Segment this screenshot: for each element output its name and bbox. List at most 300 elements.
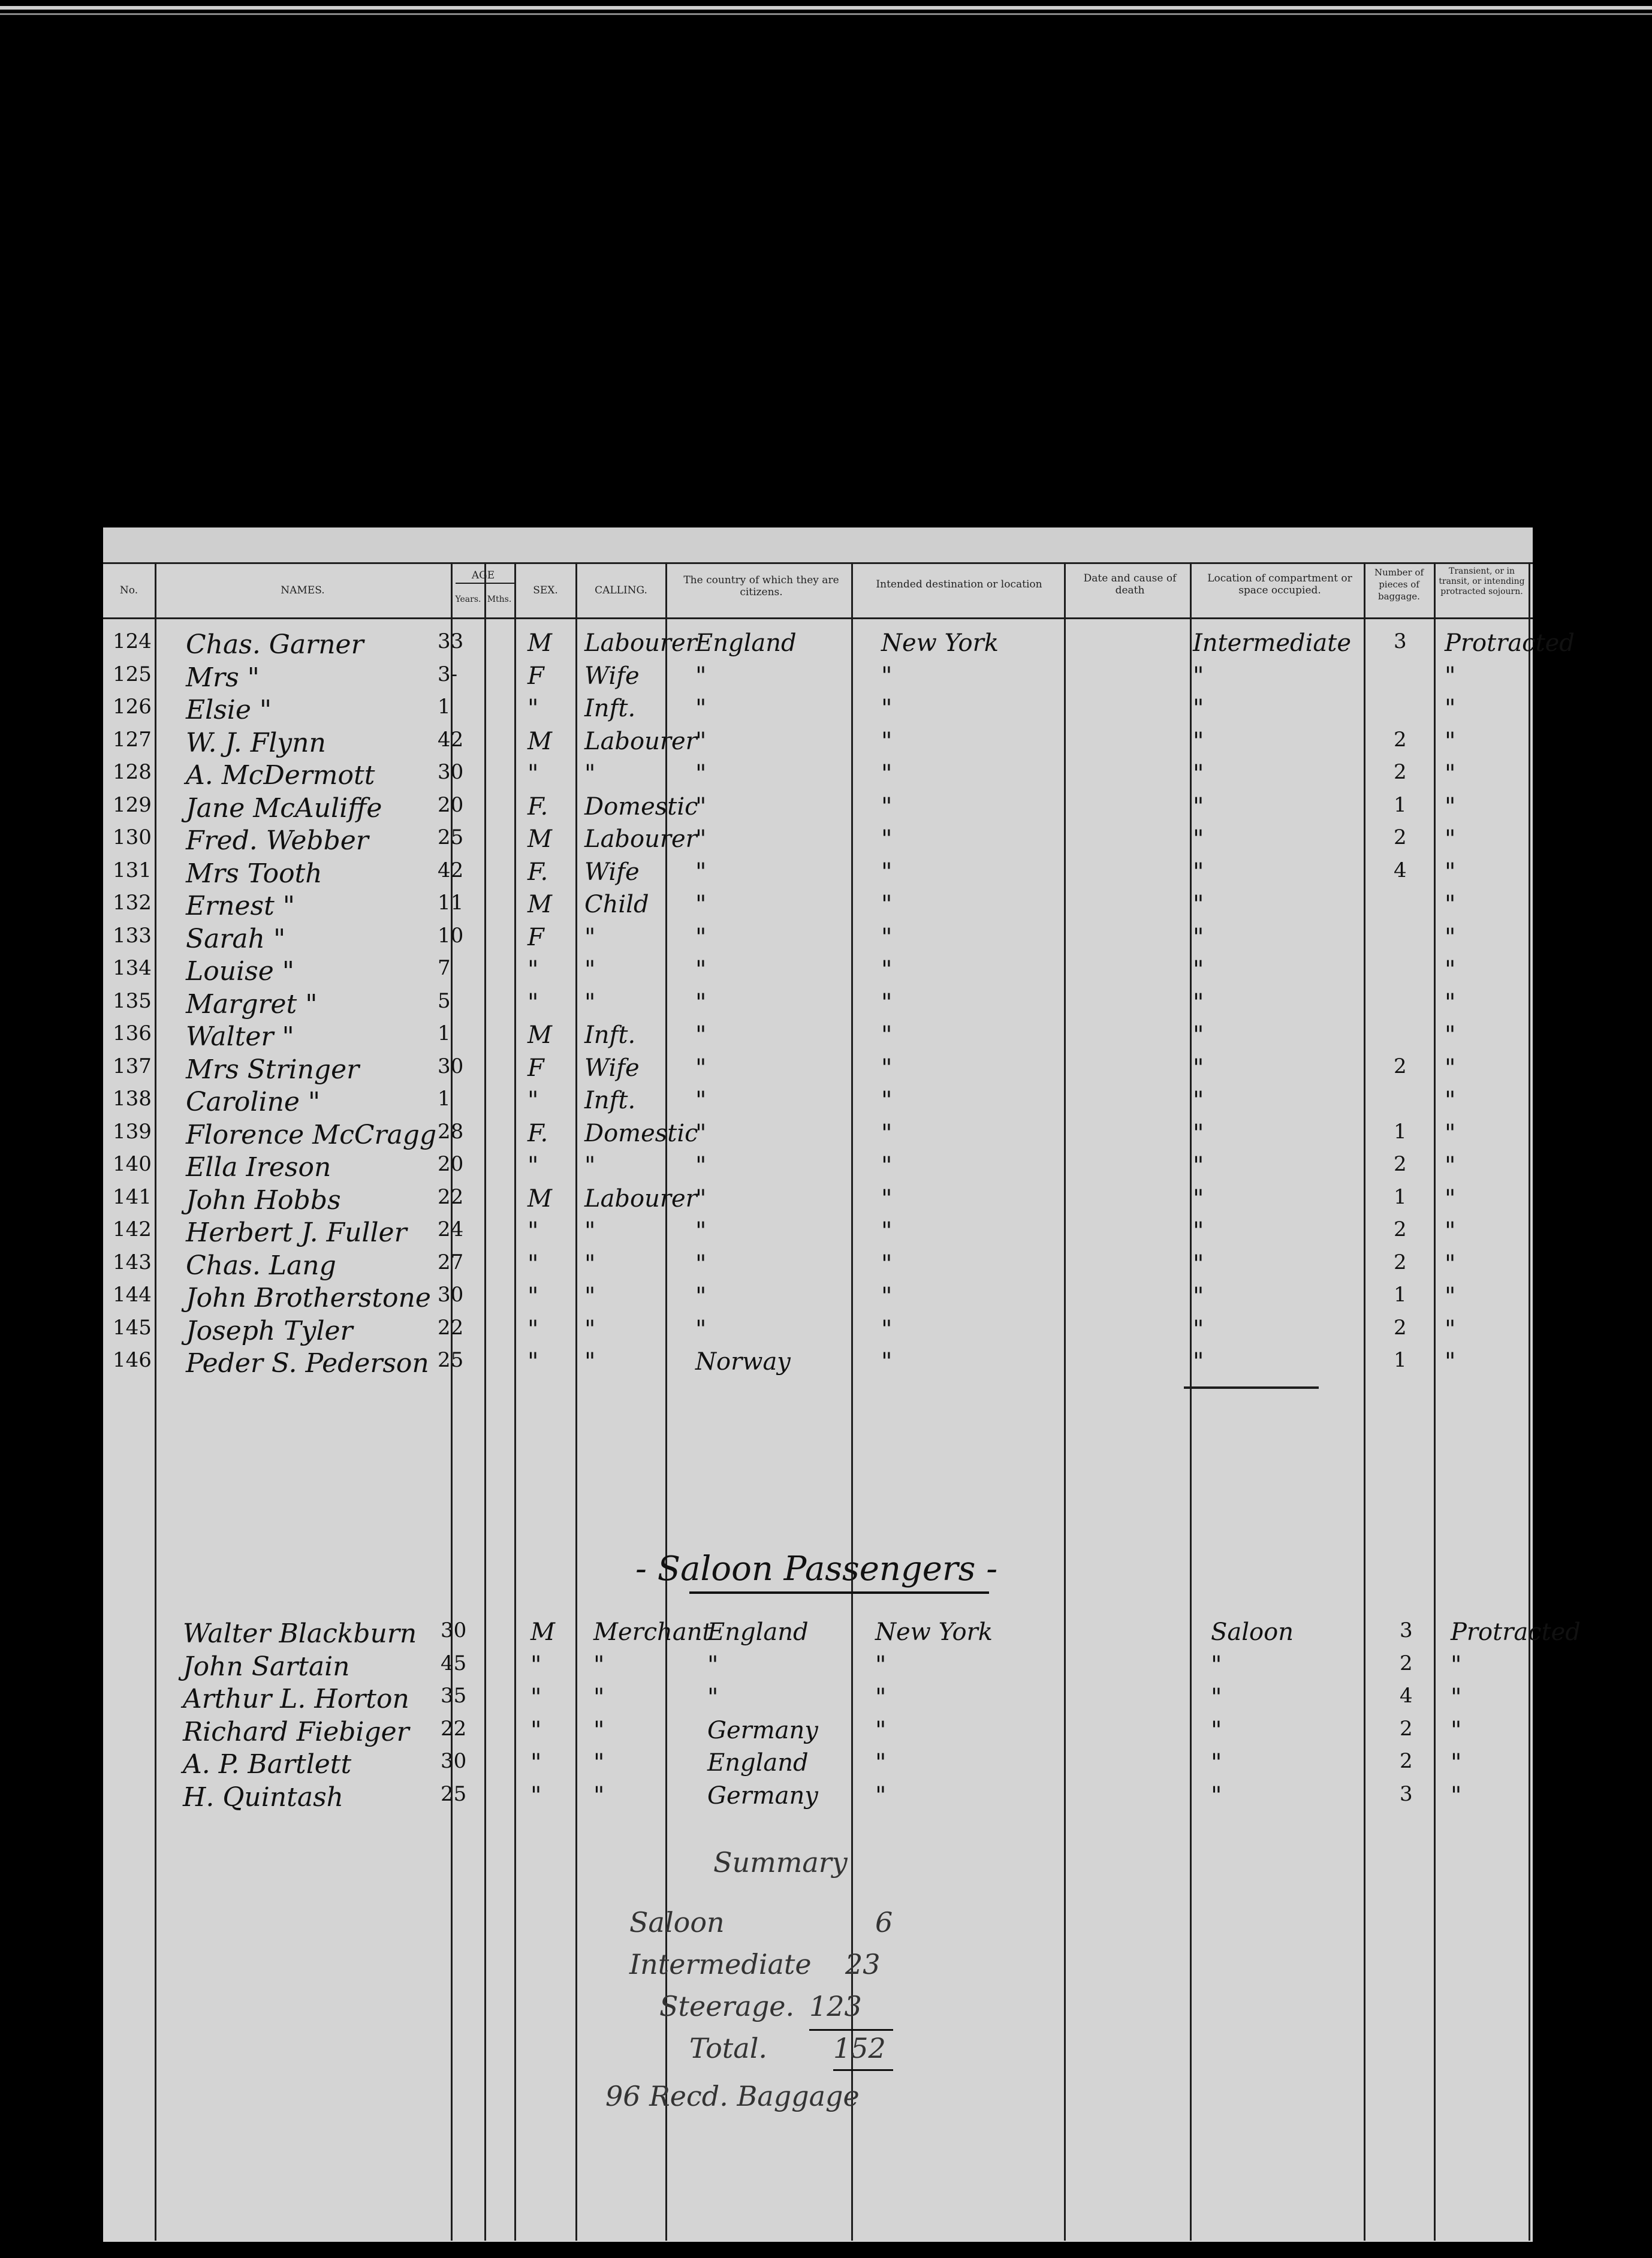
saloon-cell-country: Germany [707, 1716, 818, 1744]
cell-transient: " [1445, 1152, 1456, 1180]
cell-no: 145 [113, 1315, 152, 1340]
saloon-cell-sex: " [530, 1684, 542, 1711]
saloon-cell-dest: " [875, 1716, 887, 1744]
cell-transient: " [1445, 1021, 1456, 1049]
saloon-cell-baggage: 2 [1400, 1716, 1413, 1741]
cell-no: 130 [113, 825, 152, 849]
saloon-cell-name: Walter Blackburn [183, 1618, 417, 1649]
cell-country: " [695, 956, 707, 984]
cell-transient: " [1445, 988, 1456, 1017]
cell-sex: M [527, 891, 552, 918]
cell-name: W. J. Flynn [186, 727, 326, 758]
cell-compartment: " [1193, 695, 1204, 722]
cell-transient: " [1445, 760, 1456, 788]
saloon-cell-name: John Sartain [183, 1651, 350, 1682]
cell-compartment: " [1193, 1348, 1204, 1376]
cell-transient: " [1445, 956, 1456, 984]
rule-right [1529, 562, 1530, 2241]
summary-saloon-value: 6 [875, 1906, 893, 1939]
cell-no: 143 [113, 1250, 152, 1274]
cell-name: Mrs " [186, 662, 260, 693]
cell-sex: " [527, 956, 539, 984]
saloon-cell-age: 22 [441, 1716, 467, 1741]
cell-age: 24 [438, 1217, 464, 1241]
cell-age: 20 [438, 1152, 464, 1176]
cell-country: " [695, 1184, 707, 1213]
cell-transient: " [1445, 727, 1456, 755]
cell-name: John Hobbs [186, 1184, 341, 1216]
header-destination: Intended destination or location [876, 578, 1042, 590]
cell-age: 1 [438, 1087, 451, 1111]
cell-calling: " [584, 956, 596, 984]
saloon-cell-calling: " [593, 1684, 605, 1711]
cell-country: " [695, 1152, 707, 1180]
cell-age: 22 [438, 1315, 464, 1340]
cell-country: " [695, 1054, 707, 1082]
cell-sex: M [527, 727, 552, 755]
cell-compartment: " [1193, 988, 1204, 1017]
cell-calling: Inft. [584, 1087, 636, 1114]
saloon-cell-compartment: " [1211, 1781, 1222, 1810]
cell-no: 142 [113, 1217, 152, 1241]
cell-dest: " [881, 1054, 893, 1082]
cell-compartment: " [1193, 760, 1204, 788]
header-transient: Transient, or in transit, or intending protracted sojourn. [1439, 566, 1525, 596]
cell-baggage: 1 [1394, 1283, 1407, 1307]
cell-calling: Labourer [584, 727, 697, 755]
cell-transient: " [1445, 1054, 1456, 1082]
cell-no: 134 [113, 956, 152, 980]
cell-age: 33 [438, 629, 464, 653]
cell-dest: " [881, 923, 893, 951]
rule-destination [1064, 562, 1066, 2241]
header-no: No. [119, 584, 138, 596]
cell-name: Herbert J. Fuller [186, 1217, 407, 1248]
cell-calling: Wife [584, 858, 640, 886]
header-sex: SEX. [533, 584, 558, 596]
cell-dest: " [881, 956, 893, 984]
saloon-cell-dest: " [875, 1781, 887, 1810]
saloon-cell-sex: " [530, 1781, 542, 1810]
cell-dest: " [881, 760, 893, 788]
cell-compartment: " [1193, 956, 1204, 984]
cell-compartment: " [1193, 1250, 1204, 1278]
cell-sex: " [527, 988, 539, 1017]
cell-no: 139 [113, 1119, 152, 1144]
cell-sex: F [527, 1054, 544, 1082]
cell-dest: " [881, 1152, 893, 1180]
cell-country: " [695, 825, 707, 853]
cell-no: 131 [113, 858, 152, 882]
saloon-title-underline [689, 1591, 989, 1594]
cell-compartment: " [1193, 1087, 1204, 1114]
age-subrule [456, 583, 514, 584]
cell-compartment: " [1193, 792, 1204, 821]
saloon-cell-country: England [707, 1618, 809, 1646]
cell-no: 144 [113, 1283, 152, 1307]
rule-years [484, 562, 486, 2241]
cell-calling: " [584, 760, 596, 788]
cell-compartment: " [1193, 1054, 1204, 1082]
cell-dest: " [881, 1217, 893, 1245]
summary-baggage-note: 96 Recd. Baggage [605, 2080, 860, 2112]
saloon-cell-age: 35 [441, 1684, 467, 1708]
cell-country: " [695, 858, 707, 886]
cell-dest: New York [881, 629, 999, 657]
cell-calling: " [584, 988, 596, 1017]
saloon-cell-age: 25 [441, 1781, 467, 1806]
cell-no: 146 [113, 1348, 152, 1372]
cell-name: Fred. Webber [186, 825, 369, 856]
cell-dest: " [881, 1283, 893, 1310]
cell-dest: " [881, 1250, 893, 1278]
cell-no: 140 [113, 1152, 152, 1176]
saloon-cell-baggage: 2 [1400, 1651, 1413, 1675]
cell-age: 25 [438, 825, 464, 849]
cell-age: 7 [438, 956, 451, 980]
cell-baggage: 4 [1394, 858, 1407, 882]
cell-transient: " [1445, 662, 1456, 690]
cell-compartment: " [1193, 891, 1204, 918]
cell-calling: " [584, 1250, 596, 1278]
cell-sex: " [527, 1087, 539, 1114]
cell-sex: F. [527, 792, 548, 821]
saloon-cell-transient: " [1451, 1684, 1462, 1711]
summary-saloon-label: Saloon [629, 1906, 725, 1939]
cell-no: 132 [113, 891, 152, 915]
top-film-line-2 [0, 13, 1652, 15]
cell-dest: " [881, 1348, 893, 1376]
cell-transient: " [1445, 1119, 1456, 1147]
saloon-cell-baggage: 2 [1400, 1749, 1413, 1773]
cell-transient: " [1445, 1315, 1456, 1343]
cell-baggage: 1 [1394, 792, 1407, 817]
cell-country: " [695, 1283, 707, 1310]
cell-age: 28 [438, 1119, 464, 1144]
cell-transient: Protracted [1445, 629, 1575, 657]
cell-age: 5 [438, 988, 451, 1013]
cell-name: Chas. Lang [186, 1250, 336, 1281]
saloon-cell-transient: " [1451, 1749, 1462, 1777]
cell-country: " [695, 1087, 707, 1114]
cell-no: 125 [113, 662, 152, 686]
header-years: Years. [455, 595, 481, 604]
cell-age: 30 [438, 760, 464, 784]
saloon-cell-country: Germany [707, 1781, 818, 1810]
cell-sex: " [527, 695, 539, 722]
header-age: AGE [471, 569, 495, 581]
cell-compartment: " [1193, 1283, 1204, 1310]
cell-sex: M [527, 825, 552, 853]
cell-baggage: 2 [1394, 1054, 1407, 1078]
saloon-cell-transient: Protracted [1451, 1618, 1581, 1646]
row-146-rule [1184, 1386, 1319, 1389]
saloon-cell-baggage: 3 [1400, 1781, 1413, 1806]
saloon-cell-country: England [707, 1749, 809, 1777]
cell-baggage: 2 [1394, 760, 1407, 784]
cell-baggage: 2 [1394, 1217, 1407, 1241]
cell-name: Chas. Garner [186, 629, 364, 660]
cell-country: " [695, 727, 707, 755]
cell-no: 136 [113, 1021, 152, 1045]
cell-country: " [695, 1250, 707, 1278]
summary-total-underline [833, 2069, 893, 2071]
cell-calling: Domestic [584, 1119, 698, 1147]
cell-dest: " [881, 988, 893, 1017]
cell-sex: F [527, 662, 544, 690]
top-film-border [0, 0, 1652, 24]
cell-age: 20 [438, 792, 464, 817]
rule-mths [514, 562, 516, 2241]
cell-dest: " [881, 858, 893, 886]
cell-dest: " [881, 1119, 893, 1147]
saloon-cell-name: A. P. Bartlett [183, 1749, 352, 1780]
saloon-cell-compartment: Saloon [1211, 1618, 1294, 1646]
cell-country: " [695, 891, 707, 918]
cell-country: " [695, 1021, 707, 1049]
cell-sex: F. [527, 858, 548, 886]
cell-age: 1 [438, 1021, 451, 1045]
cell-sex: " [527, 1348, 539, 1376]
cell-country: England [695, 629, 797, 657]
cell-compartment: " [1193, 858, 1204, 886]
cell-no: 127 [113, 727, 152, 752]
header-underline [103, 617, 1533, 619]
cell-name: Louise " [186, 956, 294, 987]
header-calling: CALLING. [595, 584, 647, 596]
summary-intermediate-label: Intermediate [629, 1948, 812, 1980]
cell-sex: " [527, 1315, 539, 1343]
rule-no [155, 562, 156, 2241]
cell-transient: " [1445, 1250, 1456, 1278]
cell-transient: " [1445, 1087, 1456, 1114]
rule-baggage [1434, 562, 1436, 2241]
cell-dest: " [881, 825, 893, 853]
cell-transient: " [1445, 1348, 1456, 1376]
cell-dest: " [881, 891, 893, 918]
cell-no: 133 [113, 923, 152, 948]
cell-name: Florence McCragg [186, 1119, 437, 1150]
cell-transient: " [1445, 792, 1456, 821]
cell-calling: " [584, 1315, 596, 1343]
cell-calling: Labourer [584, 825, 697, 853]
cell-name: Walter " [186, 1021, 294, 1052]
summary-total-label: Total. [689, 2032, 768, 2064]
cell-calling: Inft. [584, 695, 636, 722]
saloon-cell-baggage: 4 [1400, 1684, 1413, 1708]
cell-sex: M [527, 629, 552, 657]
saloon-cell-sex: " [530, 1749, 542, 1777]
cell-compartment: " [1193, 662, 1204, 690]
summary-steerage-value: 123 [809, 1990, 862, 2022]
summary-heading: Summary [713, 1846, 848, 1879]
saloon-cell-calling: Merchant [593, 1618, 712, 1646]
cell-name: Margret " [186, 988, 318, 1020]
cell-name: Ella Ireson [186, 1152, 331, 1183]
cell-transient: " [1445, 1184, 1456, 1213]
cell-age: 30 [438, 1054, 464, 1078]
cell-name: John Brotherstone [186, 1283, 431, 1313]
cell-no: 141 [113, 1184, 152, 1209]
cell-transient: " [1445, 825, 1456, 853]
rule-compartment [1364, 562, 1365, 2241]
cell-compartment: " [1193, 825, 1204, 853]
saloon-cell-age: 30 [441, 1749, 467, 1773]
cell-country: Norway [695, 1348, 791, 1376]
saloon-cell-country: " [707, 1651, 719, 1679]
cell-country: " [695, 1315, 707, 1343]
cell-age: 3- [438, 662, 458, 686]
cell-baggage: 3 [1394, 629, 1407, 653]
cell-calling: " [584, 1283, 596, 1310]
cell-name: Peder S. Pederson [186, 1348, 429, 1379]
cell-compartment: Intermediate [1193, 629, 1352, 657]
cell-country: " [695, 695, 707, 722]
cell-age: 25 [438, 1348, 464, 1372]
header-baggage: Number of pieces of baggage. [1374, 567, 1424, 602]
cell-sex: F. [527, 1119, 548, 1147]
cell-no: 138 [113, 1087, 152, 1111]
cell-baggage: 1 [1394, 1119, 1407, 1144]
cell-sex: " [527, 1283, 539, 1310]
sheet-top-edge [103, 527, 1533, 564]
cell-name: Ernest " [186, 891, 296, 921]
header-death: Date and cause of death [1083, 572, 1177, 596]
header-mths: Mths. [487, 595, 512, 604]
cell-compartment: " [1193, 1217, 1204, 1245]
cell-age: 1 [438, 695, 451, 719]
top-film-line [0, 6, 1652, 10]
saloon-cell-calling: " [593, 1716, 605, 1744]
cell-name: A. McDermott [186, 760, 375, 791]
cell-baggage: 2 [1394, 1315, 1407, 1340]
cell-calling: Wife [584, 1054, 640, 1082]
cell-calling: " [584, 1348, 596, 1376]
cell-transient: " [1445, 1283, 1456, 1310]
cell-calling: Domestic [584, 792, 698, 821]
cell-baggage: 1 [1394, 1348, 1407, 1372]
cell-name: Mrs Stringer [186, 1054, 360, 1085]
cell-dest: " [881, 1021, 893, 1049]
header-names: NAMES. [281, 584, 325, 596]
cell-country: " [695, 1217, 707, 1245]
header-country: The country of which they are citizens. [683, 574, 839, 598]
header-compartment: Location of compartment or space occupied. [1207, 572, 1352, 596]
cell-country: " [695, 760, 707, 788]
cell-age: 22 [438, 1184, 464, 1209]
cell-no: 126 [113, 695, 152, 719]
cell-baggage: 1 [1394, 1184, 1407, 1209]
saloon-cell-dest: " [875, 1651, 887, 1679]
cell-age: 11 [438, 891, 464, 915]
saloon-cell-name: Arthur L. Horton [183, 1684, 409, 1714]
cell-baggage: 2 [1394, 825, 1407, 849]
cell-name: Mrs Tooth [186, 858, 322, 889]
cell-compartment: " [1193, 1152, 1204, 1180]
saloon-cell-compartment: " [1211, 1716, 1222, 1744]
rule-country [851, 562, 853, 2241]
cell-dest: " [881, 1087, 893, 1114]
summary-total-rule [809, 2029, 893, 2031]
saloon-title: - Saloon Passengers - [635, 1549, 998, 1588]
cell-name: Jane McAuliffe [186, 792, 382, 824]
cell-sex: M [527, 1184, 552, 1213]
cell-compartment: " [1193, 1021, 1204, 1049]
saloon-cell-sex: " [530, 1716, 542, 1744]
cell-transient: " [1445, 695, 1456, 722]
summary-total-value: 152 [833, 2032, 886, 2064]
cell-name: Sarah " [186, 923, 286, 954]
cell-no: 135 [113, 988, 152, 1013]
cell-no: 128 [113, 760, 152, 784]
cell-dest: " [881, 1184, 893, 1213]
cell-dest: " [881, 662, 893, 690]
saloon-cell-sex: M [530, 1618, 555, 1646]
cell-baggage: 2 [1394, 1250, 1407, 1274]
summary-intermediate-value: 23 [845, 1948, 881, 1980]
cell-calling: Child [584, 891, 649, 918]
saloon-cell-compartment: " [1211, 1684, 1222, 1711]
cell-name: Caroline " [186, 1087, 321, 1117]
cell-no: 124 [113, 629, 152, 653]
cell-country: " [695, 792, 707, 821]
cell-calling: Wife [584, 662, 640, 690]
cell-dest: " [881, 727, 893, 755]
cell-age: 30 [438, 1283, 464, 1307]
rule-death [1190, 562, 1192, 2241]
saloon-cell-country: " [707, 1684, 719, 1711]
saloon-cell-compartment: " [1211, 1651, 1222, 1679]
saloon-cell-calling: " [593, 1749, 605, 1777]
saloon-cell-calling: " [593, 1651, 605, 1679]
cell-compartment: " [1193, 1315, 1204, 1343]
cell-no: 137 [113, 1054, 152, 1078]
cell-no: 129 [113, 792, 152, 817]
cell-sex: " [527, 1250, 539, 1278]
cell-sex: " [527, 1217, 539, 1245]
cell-calling: " [584, 1152, 596, 1180]
cell-calling: " [584, 1217, 596, 1245]
rule-sex [575, 562, 577, 2241]
saloon-cell-dest: " [875, 1684, 887, 1711]
cell-age: 42 [438, 727, 464, 752]
saloon-cell-transient: " [1451, 1716, 1462, 1744]
cell-sex: " [527, 760, 539, 788]
cell-age: 10 [438, 923, 464, 948]
cell-transient: " [1445, 858, 1456, 886]
cell-name: Joseph Tyler [186, 1315, 353, 1346]
saloon-cell-name: Richard Fiebiger [183, 1716, 409, 1747]
cell-calling: " [584, 923, 596, 951]
cell-transient: " [1445, 923, 1456, 951]
saloon-cell-dest: New York [875, 1618, 993, 1646]
saloon-cell-transient: " [1451, 1781, 1462, 1810]
cell-dest: " [881, 1315, 893, 1343]
saloon-cell-compartment: " [1211, 1749, 1222, 1777]
cell-age: 27 [438, 1250, 464, 1274]
cell-baggage: 2 [1394, 727, 1407, 752]
cell-transient: " [1445, 1217, 1456, 1245]
cell-compartment: " [1193, 1119, 1204, 1147]
saloon-cell-name: H. Quintash [183, 1781, 343, 1813]
cell-sex: F [527, 923, 544, 951]
cell-name: Elsie " [186, 695, 272, 725]
saloon-cell-age: 45 [441, 1651, 467, 1675]
saloon-cell-transient: " [1451, 1651, 1462, 1679]
cell-calling: Inft. [584, 1021, 636, 1049]
saloon-cell-dest: " [875, 1749, 887, 1777]
cell-country: " [695, 988, 707, 1017]
